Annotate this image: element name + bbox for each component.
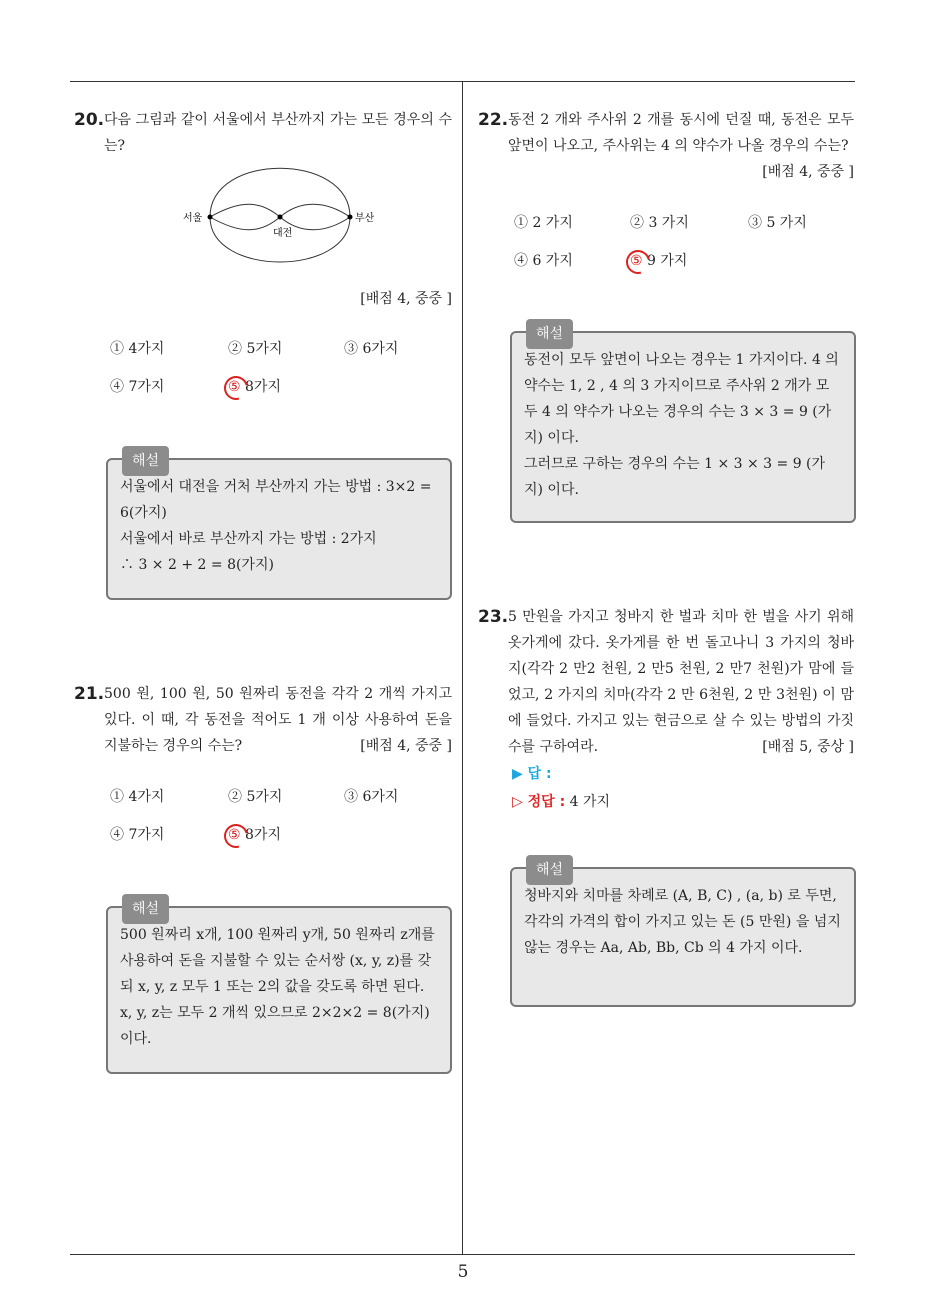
choice-1[interactable]: ① 2 가지 — [514, 215, 573, 231]
question-20 — [74, 107, 452, 159]
q23-solution-box — [510, 862, 856, 1007]
solution-line: 서울에서 바로 부산까지 가는 방법 : 2가지 — [120, 531, 377, 547]
choice-1[interactable]: ① 4가지 — [110, 789, 165, 805]
solution-text: 청바지와 치마를 차례로 (A, B, C) , (a, b) 로 두면, 각각의 가격의 합이 가지고 있는 돈 (5 만원) 을 넘지 않는 경우는 Aa, Ab, Bb, Cb 의 4 가지 이다. — [524, 888, 841, 956]
solution-tag: 해설 — [122, 894, 169, 924]
score: [배점 4, 중중 ] — [360, 738, 452, 754]
question-number: 22. — [478, 110, 509, 130]
solution-line: ∴ 3 × 2 + 2 = 8(가지) — [120, 557, 274, 573]
busan-label: 부산 — [355, 213, 375, 224]
q22-solution-box — [510, 326, 856, 523]
q20-choices — [110, 338, 450, 414]
correct-answer-value: 4 가지 — [569, 794, 611, 810]
route-diagram — [175, 162, 405, 267]
question-text: 동전 2 개와 주사위 2 개를 동시에 던질 때, 동전은 모두 앞면이 나오고, 주사위는 4 의 약수가 나올 경우의 수는? — [508, 112, 854, 154]
choice-1[interactable]: ① 4가지 — [110, 341, 165, 357]
question-22 — [478, 107, 854, 185]
answer-circle-mark: ⑤ — [228, 827, 241, 843]
question-number: 20. — [74, 110, 105, 130]
question-23 — [478, 604, 854, 760]
q20-solution-box — [106, 453, 452, 600]
answer-label: ▶ 답 : — [512, 766, 552, 782]
question-21 — [74, 681, 452, 759]
question-text: 다음 그림과 같이 서울에서 부산까지 가는 모든 경우의 수는? — [104, 112, 452, 154]
solution-tag: 해설 — [122, 446, 169, 476]
choice-5[interactable]: ⑤ 8가지 — [228, 379, 281, 395]
score: [배점 4, 중중 ] — [762, 164, 854, 180]
question-text: 500 원, 100 원, 50 원짜리 동전을 각각 2 개씩 가지고 있다. 이 때, 각 동전을 적어도 1 개 이상 사용하여 돈을 지불하는 경우의 수는? — [104, 686, 452, 754]
solution-tag: 해설 — [526, 855, 573, 885]
choice-2[interactable]: ② 5가지 — [228, 789, 283, 805]
question-number: 23. — [478, 607, 509, 627]
choice-4[interactable]: ④ 7가지 — [110, 827, 165, 843]
q22-choices — [514, 212, 854, 288]
q21-choices — [110, 786, 450, 862]
seoul-label: 서울 — [183, 213, 203, 224]
choice-3[interactable]: ③ 5 가지 — [748, 215, 807, 231]
correct-answer-line — [512, 788, 610, 816]
choice-5[interactable]: ⑤ 9 가지 — [630, 253, 688, 269]
choice-5[interactable]: ⑤ 8가지 — [228, 827, 281, 843]
choice-3[interactable]: ③ 6가지 — [344, 789, 399, 805]
score: [배점 5, 중상 ] — [762, 739, 854, 755]
solution-line: 동전이 모두 앞면이 나오는 경우는 1 가지이다. 4 의 약수는 1, 2 , 4 의 3 가지이므로 주사위 2 개가 모두 4 의 약수가 나오는 경우의 수는 3 × 3 = 9 (가지) 이다. — [524, 352, 839, 446]
question-20-score: [배점 4, 중중 ] — [360, 291, 452, 307]
answer-circle-mark: ⑤ — [228, 379, 241, 395]
solution-line: 그러므로 구하는 경우의 수는 1 × 3 × 3 = 9 (가지) 이다. — [524, 456, 826, 498]
solution-text: 500 원짜리 x개, 100 원짜리 y개, 50 원짜리 z개를 사용하여 돈을 지불할 수 있는 순서쌍 (x, y, z)를 갖되 x, y, z 모두 1 또는 2의 값을 갖도록 하면 된다. x, y, z는 모두 2 개씩 있으므로 2×2×2 = 8(가지)이다. — [120, 927, 435, 1047]
page-number: 5 — [457, 1262, 469, 1282]
answer-circle-mark: ⑤ — [630, 253, 643, 269]
choice-4[interactable]: ④ 7가지 — [110, 379, 165, 395]
choice-4[interactable]: ④ 6 가지 — [514, 253, 573, 269]
choice-2[interactable]: ② 5가지 — [228, 341, 283, 357]
solution-tag: 해설 — [526, 319, 573, 349]
column-divider — [462, 82, 463, 1254]
choice-3[interactable]: ③ 6가지 — [344, 341, 399, 357]
solution-line: 서울에서 대전을 거처 부산까지 가는 방법 : 3×2 = 6(가지) — [120, 479, 432, 521]
daejeon-label: 대전 — [273, 228, 293, 239]
question-number: 21. — [74, 684, 105, 704]
choice-2[interactable]: ② 3 가지 — [630, 215, 689, 231]
question-text: 5 만원을 가지고 청바지 한 벌과 치마 한 벌을 사기 위해 옷가게에 갔다. 옷가게를 한 번 돌고나니 3 가지의 청바지(각각 2 만2 천원, 2 만5 천원, 2 만7 천원)가 맘에 들었고, 2 가지의 치마(각각 2 만 6천원, 2 만 3천원) 이 맘에 들었다. 가지고 있는 현금으로 살 수 있는 방법의 가짓수를 구하여라. — [508, 609, 854, 755]
answer-line — [512, 760, 552, 788]
bottom-rule — [70, 1254, 855, 1255]
q21-solution-box — [106, 901, 452, 1074]
correct-answer-label: ▷ 정답 : — [512, 794, 566, 810]
